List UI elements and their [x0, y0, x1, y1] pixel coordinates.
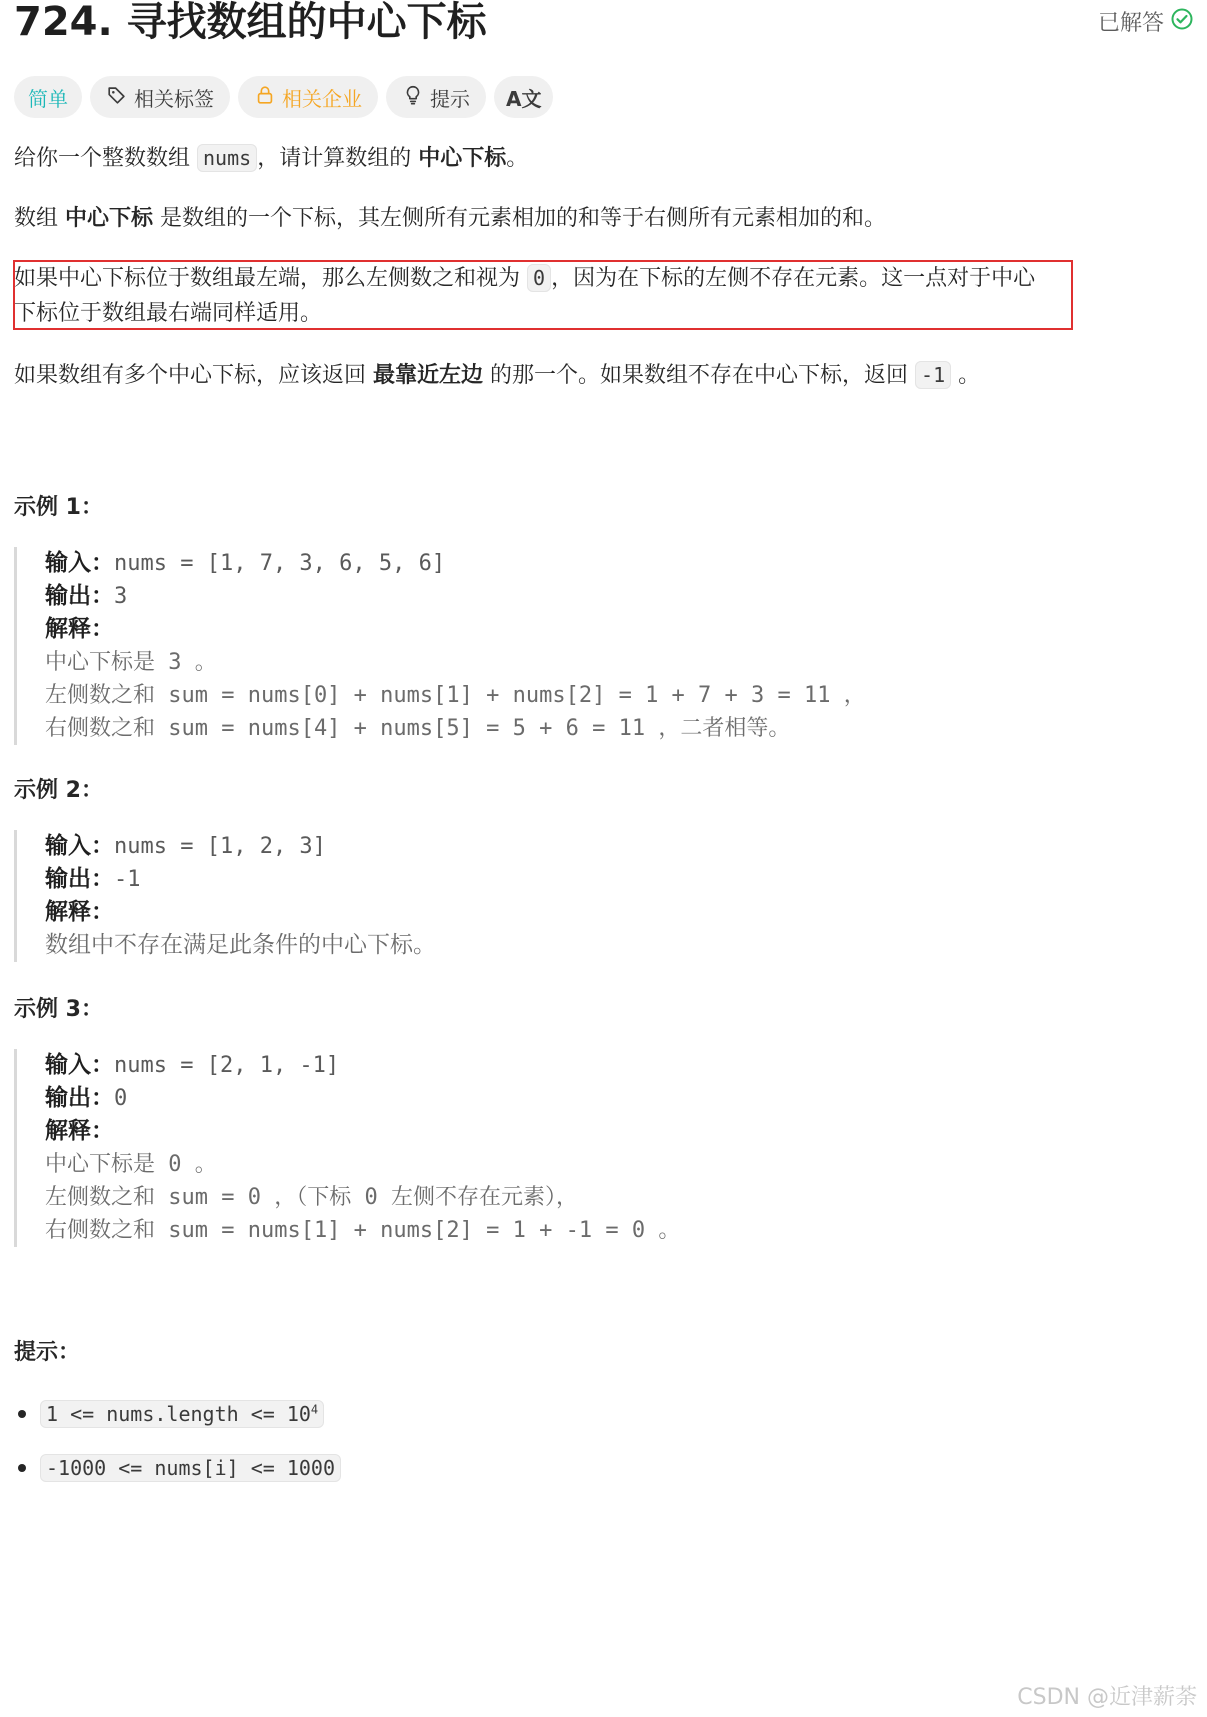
explain-line: 中心下标是 0 。: [45, 1152, 217, 1177]
related-companies-button[interactable]: [238, 76, 378, 118]
text: ，因为在下标的左侧不存在元素。这一点对于中心: [551, 266, 1036, 291]
explain-line: 数组中不存在满足此条件的中心下标。: [45, 932, 436, 958]
output-value: 3: [114, 584, 128, 609]
constraints-list: [14, 1396, 1194, 1486]
explain-line: 中心下标是 3 。: [45, 650, 217, 675]
hint-label: 提示: [430, 86, 470, 111]
explain-line: 右侧数之和 sum = nums[1] + nums[2] = 1 + -1 = 0 。: [45, 1218, 681, 1243]
check-circle-icon: [1170, 7, 1194, 37]
solved-status: [1098, 6, 1194, 37]
inline-code: nums: [197, 144, 257, 172]
text: 。: [506, 146, 529, 171]
input-value: nums = [2, 1, -1]: [114, 1053, 340, 1078]
text: 。: [958, 363, 981, 388]
page-title: 724. 寻找数组的中心下标: [14, 0, 487, 45]
input-value: nums = [1, 2, 3]: [114, 834, 326, 859]
related-tags-label: 相关标签: [134, 86, 214, 111]
example-3-title: 示例 3：: [14, 997, 103, 1022]
related-companies-label: 相关企业: [282, 86, 362, 111]
description-p2: [14, 201, 1194, 237]
problem-panel: [14, 0, 1194, 1486]
constraint-text: 1 <= nums.length <= 10: [46, 1402, 311, 1426]
translate-button[interactable]: [494, 76, 553, 118]
bullet-icon: [18, 1464, 26, 1472]
input-value: nums = [1, 7, 3, 6, 5, 6]: [114, 551, 446, 576]
text: 如果数组有多个中心下标，应该返回: [14, 363, 367, 388]
explain-label: 解释：: [45, 616, 114, 642]
input-label: 输入：: [45, 550, 114, 576]
header: [14, 0, 1194, 52]
superscript: 4: [310, 1402, 319, 1417]
output-label: 输出：: [45, 1085, 114, 1111]
example-3-block: [14, 1049, 1194, 1247]
explain-label: 解释：: [45, 1118, 114, 1144]
translate-icon: A文: [506, 86, 542, 111]
example-2-title: 示例 2：: [14, 778, 103, 803]
input-label: 输入：: [45, 833, 114, 859]
lock-icon: [254, 84, 276, 111]
output-value: 0: [114, 1086, 128, 1111]
text: 下标位于数组最右端同样适用。: [14, 301, 323, 326]
output-value: -1: [114, 867, 141, 892]
tag-bar: [14, 76, 1194, 118]
explain-line: 左侧数之和 sum = nums[0] + nums[1] + nums[2] = 1 + 7 + 3 = 11 ，: [45, 683, 866, 708]
explain-line: 左侧数之和 sum = 0 ，（下标 0 左侧不存在元素），: [45, 1185, 578, 1210]
solved-label: 已解答: [1097, 11, 1164, 36]
related-tags-button[interactable]: [90, 76, 230, 118]
constraints-title: 提示：: [14, 1340, 81, 1365]
explain-line: 右侧数之和 sum = nums[4] + nums[5] = 5 + 6 = 11 ，二者相等。: [45, 716, 791, 741]
text: 数组: [14, 206, 59, 231]
text: 的那一个。如果数组不存在中心下标，返回: [490, 363, 909, 388]
constraint-code: [40, 1454, 341, 1482]
bold-term: 最靠近左边: [373, 363, 484, 388]
output-label: 输出：: [45, 583, 114, 609]
inline-code: 0: [527, 264, 551, 292]
constraint-item: [14, 1396, 1194, 1432]
difficulty-label: 简单: [28, 86, 68, 111]
lightbulb-icon: [402, 84, 424, 111]
tag-icon: [106, 84, 128, 111]
description-p1: [14, 140, 1194, 177]
text: 是数组的一个下标，其左侧所有元素相加的和等于右侧所有元素相加的和。: [160, 206, 887, 231]
text: ，请计算数组的: [257, 146, 412, 171]
output-label: 输出：: [45, 866, 114, 892]
watermark: CSDN @近津薪荼: [1017, 1685, 1197, 1710]
bold-term: 中心下标: [65, 206, 154, 231]
constraint-item: [14, 1450, 1194, 1486]
hint-button[interactable]: [386, 76, 486, 118]
inline-code: -1: [915, 361, 951, 389]
difficulty-tag[interactable]: [14, 76, 82, 118]
constraint-text: -1000 <= nums[i] <= 1000: [46, 1456, 335, 1480]
description-p4: [14, 357, 1194, 394]
input-label: 输入：: [45, 1052, 114, 1078]
bullet-icon: [18, 1410, 26, 1418]
example-2-block: [14, 830, 1194, 962]
example-1-block: [14, 547, 1194, 745]
explain-label: 解释：: [45, 899, 114, 925]
example-1-title: 示例 1：: [14, 495, 103, 520]
constraint-code: [40, 1400, 324, 1428]
text: 如果中心下标位于数组最左端，那么左侧数之和视为: [14, 266, 521, 291]
bold-term: 中心下标: [418, 146, 507, 171]
highlight-box: [13, 260, 1073, 330]
text: 给你一个整数数组: [14, 146, 191, 171]
